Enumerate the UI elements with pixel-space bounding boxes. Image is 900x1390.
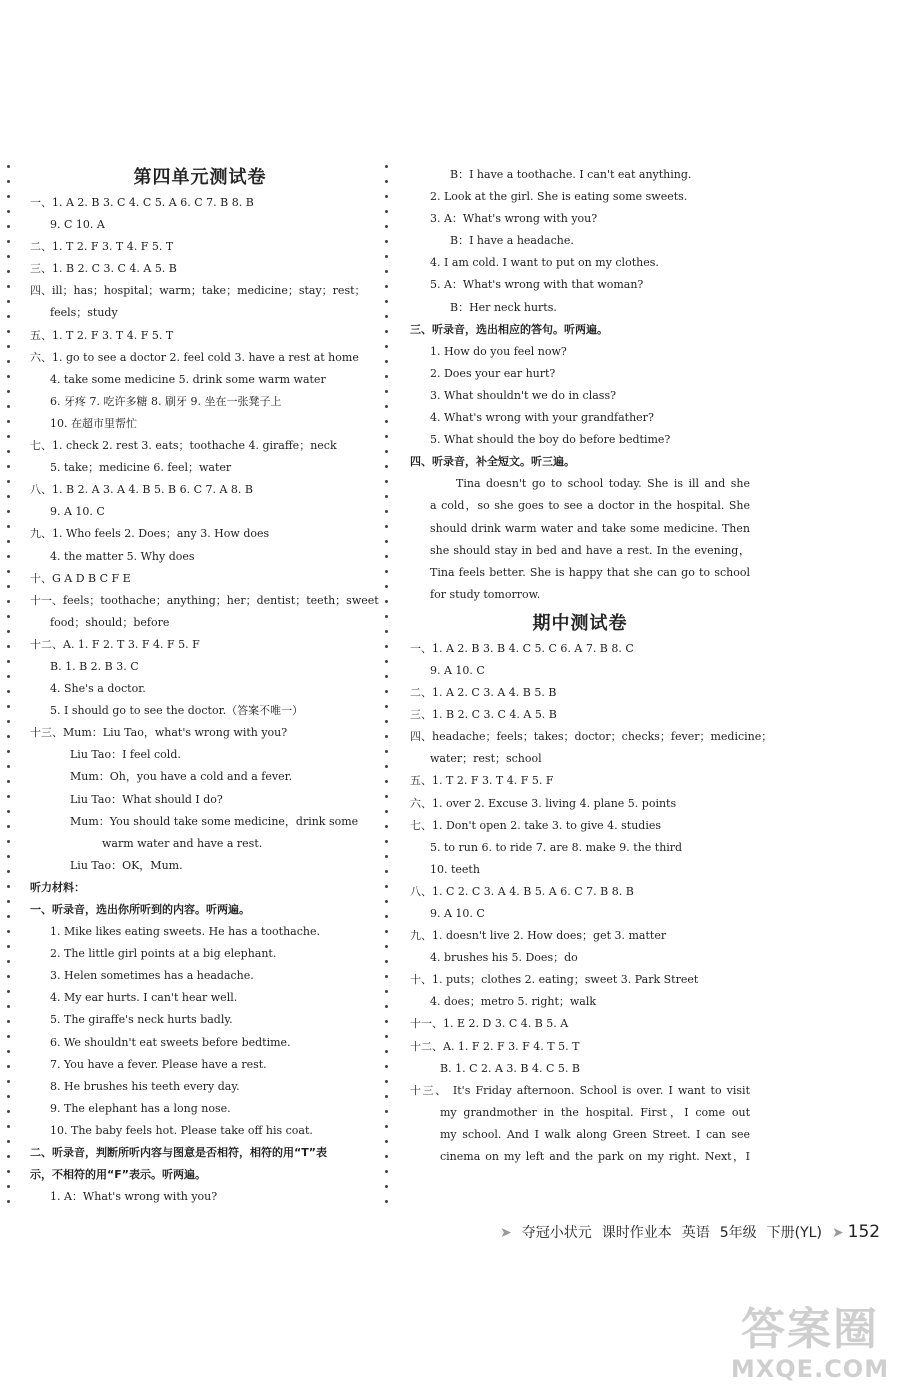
- answer-line: warm water and have a rest.: [102, 836, 263, 850]
- footer-book: 课时作业本: [601, 1225, 672, 1241]
- watermark-logo: [730, 1305, 890, 1383]
- answer-line: 七、1. check 2. rest 3. eats；toothache 4. giraffe；neck: [30, 439, 337, 453]
- answer-line: Mum：Oh，you have a cold and a fever.: [70, 770, 293, 784]
- answer-line: 9. A 10. C: [50, 505, 105, 519]
- answer-line: 十三、Mum：Liu Tao，what's wrong with you?: [30, 726, 288, 740]
- answer-line: 七、1. Don't open 2. take 3. to give 4. studies: [410, 818, 662, 832]
- footer-brand: 夺冠小状元: [521, 1225, 592, 1241]
- passage-line: 十三、 It's Friday afternoon. School is over. I want to visit: [410, 1083, 750, 1097]
- right-column: [410, 164, 773, 1168]
- page-number: 152: [847, 1222, 881, 1242]
- answer-line: 十、1. puts；clothes 2. eating；sweet 3. Park Street: [410, 973, 699, 987]
- answer-line: water；rest；school: [430, 752, 542, 766]
- answer-line: 8. He brushes his teeth every day.: [50, 1079, 240, 1093]
- answer-line: 4. take some medicine 5. drink some warm water: [50, 372, 326, 386]
- passage-line: cinema on my left and the park on my right. Next，I: [440, 1150, 750, 1164]
- answer-line: 5. to run 6. to ride 7. are 8. make 9. the third: [430, 840, 683, 854]
- answer-line: 6. We shouldn't eat sweets before bedtime.: [50, 1035, 291, 1049]
- answer-line: 1. How do you feel now?: [430, 344, 567, 358]
- answer-line: B：I have a toothache. I can't eat anything.: [450, 168, 692, 181]
- answer-line: 1. Mike likes eating sweets. He has a toothache.: [50, 925, 320, 939]
- answer-line: 五、1. T 2. F 3. T 4. F 5. F: [410, 774, 554, 788]
- answer-line: 5. What should the boy do before bedtime?: [430, 433, 671, 447]
- answer-line: 4. She's a doctor.: [50, 682, 146, 696]
- section-instruction: 三、听录音，选出相应的答句。听两遍。: [410, 322, 608, 336]
- answer-line: 10. 在超市里帮忙: [50, 416, 137, 430]
- answer-line: 2. Look at the girl. She is eating some sweets.: [430, 190, 688, 204]
- answer-line: feels；study: [50, 306, 118, 320]
- footer-volume: 下册(YL): [766, 1225, 822, 1241]
- answer-line: 5. take；medicine 6. feel；water: [50, 461, 232, 475]
- passage-line: Tina feels better. She is happy that she can go to school: [430, 565, 750, 579]
- answer-line: 4. the matter 5. Why does: [50, 549, 195, 563]
- answer-line: 9. The elephant has a long nose.: [50, 1101, 231, 1115]
- answer-line: 四、ill；has；hospital；warm；take；medicine；stay；rest；: [30, 284, 366, 298]
- answer-line: 1. A：What's wrong with you?: [50, 1190, 218, 1204]
- answer-line: 一、1. A 2. B 3. B 4. C 5. C 6. A 7. B 8. C: [410, 641, 634, 655]
- section-instruction: 一、听录音，选出你所听到的内容。听两遍。: [30, 903, 250, 916]
- passage-line: should drink warm water and take some medicine. Then: [430, 521, 750, 535]
- unit4-test-heading: 第四单元测试卷: [133, 167, 267, 188]
- watermark-title: 答案圈: [741, 1304, 879, 1355]
- listening-materials-label: 听力材料：: [30, 880, 85, 894]
- left-column: [30, 164, 379, 1208]
- footer-grade: 5年级: [719, 1225, 757, 1241]
- answer-line: 7. You have a fever. Please have a rest.: [50, 1057, 267, 1071]
- answer-line: 4. brushes his 5. Does；do: [430, 951, 578, 965]
- answer-line: 3. A：What's wrong with you?: [430, 212, 598, 226]
- answer-line: B：I have a headache.: [450, 234, 574, 248]
- answer-line: 九、1. doesn't live 2. How does；get 3. matter: [410, 929, 667, 943]
- answer-line: 五、1. T 2. F 3. T 4. F 5. T: [30, 328, 174, 342]
- answer-line: 4. What's wrong with your grandfather?: [430, 411, 654, 425]
- answer-line: 十一、1. E 2. D 3. C 4. B 5. A: [410, 1017, 569, 1031]
- answer-line: 9. C 10. A: [50, 218, 105, 232]
- answer-line: 6. 牙疼 7. 吃许多糖 8. 刷牙 9. 坐在一张凳子上: [50, 394, 282, 408]
- midterm-test-heading: 期中测试卷: [532, 612, 628, 634]
- answer-line: Liu Tao：I feel cold.: [70, 748, 181, 762]
- passage-line: a cold，so she goes to see a doctor in the hospital. She: [430, 499, 750, 513]
- footer-subject: 英语: [681, 1225, 710, 1241]
- answer-line: 十二、A. 1. F 2. F 3. F 4. T 5. T: [410, 1039, 580, 1053]
- watermark-url: MXQE.COM: [730, 1355, 890, 1383]
- answer-line: 4. does；metro 5. right；walk: [430, 995, 597, 1009]
- answer-line: B. 1. C 2. A 3. B 4. C 5. B: [440, 1061, 580, 1075]
- answer-line: 4. My ear hurts. I can't hear well.: [50, 991, 238, 1005]
- answer-line: 二、1. T 2. F 3. T 4. F 5. T: [30, 240, 174, 254]
- answer-line: Liu Tao：What should I do?: [70, 792, 223, 806]
- passage-line: she should stay in bed and have a rest. In the evening，: [430, 543, 750, 557]
- answer-line: 三、1. B 2. C 3. C 4. A 5. B: [30, 262, 177, 276]
- answer-line: 八、1. B 2. A 3. A 4. B 5. B 6. C 7. A 8. B: [30, 483, 253, 497]
- answer-line: B：Her neck hurts.: [450, 300, 557, 314]
- page-footer: [500, 1222, 890, 1242]
- answer-line: B. 1. B 2. B 3. C: [50, 659, 139, 673]
- footer-arrow-icon: ➤: [500, 1225, 512, 1241]
- answer-line: 10. teeth: [430, 862, 480, 876]
- answer-line: 十二、A. 1. F 2. T 3. F 4. F 5. F: [30, 637, 200, 651]
- answer-line: 2. The little girl points at a big elephant.: [50, 947, 277, 961]
- answer-line: 六、1. over 2. Excuse 3. living 4. plane 5. points: [410, 796, 677, 810]
- answer-line: 六、1. go to see a doctor 2. feel cold 3. have a rest at home: [30, 350, 359, 364]
- answer-line: 2. Does your ear hurt?: [430, 366, 556, 380]
- answer-line: 9. A 10. C: [430, 663, 485, 677]
- answer-line: 一、1. A 2. B 3. C 4. C 5. A 6. C 7. B 8. B: [30, 196, 254, 209]
- section-instruction: 示，不相符的用“F”表示。听两遍。: [30, 1168, 206, 1182]
- binding-dots-left: [7, 165, 11, 1215]
- answer-line: 10. The baby feels hot. Please take off his coat.: [50, 1123, 313, 1137]
- section-instruction: 四、听录音，补全短文。听三遍。: [410, 455, 575, 469]
- answer-line: 3. What shouldn't we do in class?: [430, 388, 616, 402]
- answer-line: 八、1. C 2. C 3. A 4. B 5. A 6. C 7. B 8. B: [410, 884, 634, 898]
- passage-line: my grandmother in the hospital. First，I come out: [440, 1105, 750, 1119]
- answer-line: 四、headache；feels；takes；doctor；checks；fever；medicine；: [410, 730, 773, 744]
- section-instruction: 二、听录音，判断所听内容与图意是否相符，相符的用“T”表: [30, 1146, 327, 1160]
- answer-line: 9. A 10. C: [430, 907, 485, 920]
- answer-line: 5. I should go to see the doctor.（答案不唯一）: [50, 704, 304, 718]
- passage-line: for study tomorrow.: [430, 587, 541, 601]
- answer-line: 3. Helen sometimes has a headache.: [50, 969, 254, 983]
- answer-line: 二、1. A 2. C 3. A 4. B 5. B: [410, 686, 557, 700]
- footer-arrow-icon: ➤: [831, 1225, 844, 1241]
- answer-line: 5. The giraffe's neck hurts badly.: [50, 1013, 233, 1027]
- answer-line: 十、G A D B C F E: [30, 571, 131, 585]
- answer-line: 九、1. Who feels 2. Does；any 3. How does: [30, 527, 270, 541]
- answer-line: Mum：You should take some medicine，drink some: [70, 814, 359, 828]
- answer-line: food；should；before: [50, 615, 170, 629]
- answer-line: 三、1. B 2. C 3. C 4. A 5. B: [410, 708, 557, 722]
- binding-dots-middle: [385, 165, 389, 1215]
- answer-line: 5. A：What's wrong with that woman?: [430, 278, 644, 292]
- passage-line: my school. And I walk along Green Street. I can see: [440, 1127, 750, 1141]
- passage-line: Tina doesn't go to school today. She is ill and she: [456, 477, 750, 491]
- answer-line: 4. I am cold. I want to put on my clothes.: [430, 256, 659, 270]
- answer-line: Liu Tao：OK，Mum.: [70, 858, 183, 872]
- answer-line: 十一、feels；toothache；anything；her；dentist；teeth；sweet: [30, 593, 379, 607]
